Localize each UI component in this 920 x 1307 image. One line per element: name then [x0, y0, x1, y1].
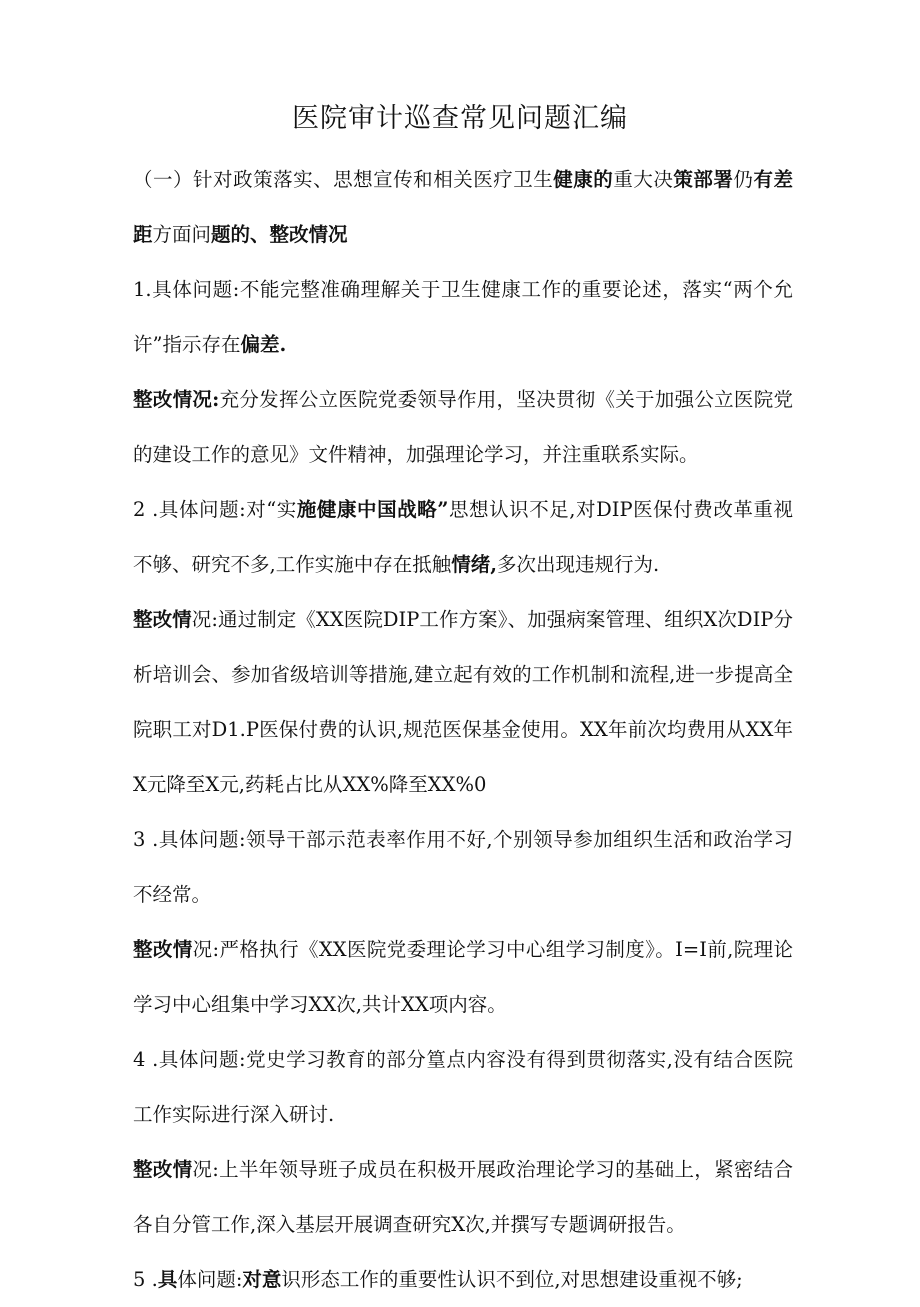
fix-paragraph: [133, 1142, 793, 1252]
problem-text: 党史学习教育的部分篁点内容没有得到贯彻落实,没有结合医院工作实际进行深入研讨.: [133, 1048, 793, 1126]
problem-label: 具体问题:: [151, 278, 240, 301]
fix-label: 整改情: [133, 608, 192, 631]
fix-label: 整改情: [133, 1158, 193, 1181]
fix-text: 上半年领导班子成员在积极开展政治理论学习的基础上，紧密结合各自分管工作,深入基层开展调查研究X次,并撰写专题调研报告。: [133, 1158, 793, 1236]
problem-text-bold: 对意: [242, 1268, 282, 1291]
section-heading-text: 方面问: [152, 223, 212, 246]
problem-text: 对“实: [245, 498, 297, 521]
problem-text: 多次出现违规行为.: [497, 553, 660, 576]
section-heading-text: （一）针对政策落实、思想宣传和相关医疗卫生: [133, 168, 554, 191]
problem-number: 2 .: [133, 498, 159, 521]
section-heading-bold: 题的、整改情况: [211, 223, 348, 246]
problem-label: 体问题:: [177, 1268, 243, 1291]
fix-paragraph: [133, 922, 793, 1032]
section-heading-bold: 策部署: [673, 168, 734, 191]
fix-label: 况:: [192, 1158, 219, 1181]
fix-paragraph: [133, 372, 793, 482]
problem-label: 具: [157, 1268, 178, 1291]
problem-number: 1.: [133, 278, 152, 301]
fix-label: 况:: [191, 608, 218, 631]
problem-paragraph: [133, 262, 793, 372]
problem-text-bold: 情绪,: [451, 553, 497, 576]
fix-label: 整改情况:: [133, 388, 220, 411]
section-heading-text: 重大决: [613, 168, 674, 191]
problem-text: 领导干部示范表率作用不好,个别领导参加组织生活和政治学习不经常。: [133, 828, 793, 906]
problem-number: 3 .: [133, 828, 159, 851]
problem-label: 具体问题:: [158, 828, 246, 851]
section-heading-text: 仍: [733, 168, 754, 191]
problem-text: 思想认识不足,对DIP医保付费改革重视不够、研究不多,工作实施中存在抵触: [133, 498, 793, 576]
problem-text: 识形态工作的重要性认识不到位,对思想建设重视不够;: [281, 1268, 743, 1291]
fix-label: 整改情: [133, 938, 193, 961]
problem-text-bold: 偏差.: [240, 333, 287, 356]
problem-paragraph: [133, 812, 793, 922]
section-heading-bold: 健康的: [553, 168, 614, 191]
fix-label: 况:: [192, 938, 220, 961]
section-heading: [133, 152, 793, 262]
problem-label: 具体问题:: [158, 498, 246, 521]
problem-text: 不能完整准确理解关于卫生健康工作的重要论述，落实“两个允许”指示存在: [133, 278, 793, 356]
document-title: 医院审计巡查常见问题汇编: [292, 103, 628, 134]
document-body: [133, 152, 793, 1307]
problem-label: 具体问题:: [158, 1048, 246, 1071]
problem-paragraph: [133, 482, 793, 592]
section-heading-bold: 有差距: [133, 168, 793, 246]
problem-number: 5 .: [133, 1268, 158, 1291]
fix-text: 充分发挥公立医院党委领导作用，坚决贯彻《关于加强公立医院党的建设工作的意见》文件精神，加强理论学习，并注重联系实际。: [133, 388, 793, 466]
fix-paragraph: [133, 592, 793, 812]
fix-text: 严格执行《XX医院党委理论学习中心组学习制度》。I=I前,院理论学习中心组集中学习XX次,共计XX项内容。: [133, 938, 793, 1016]
problem-text-bold: 施健康中国战略”: [296, 498, 449, 521]
problem-paragraph: [133, 1032, 793, 1142]
fix-text: 通过制定《XX医院DIP工作方案》、加强病案管理、组织X次DIP分析培训会、参加省级培训等措施,建立起有效的工作机制和流程,进一步提高全院职工对D1.P医保付费的认识,规范医保基金使用。XX年前次均费用从XX年X元降至X元,药耗占比从XX%降至XX%0: [133, 608, 793, 796]
problem-number: 4 .: [133, 1048, 159, 1071]
problem-paragraph: [133, 1252, 793, 1307]
